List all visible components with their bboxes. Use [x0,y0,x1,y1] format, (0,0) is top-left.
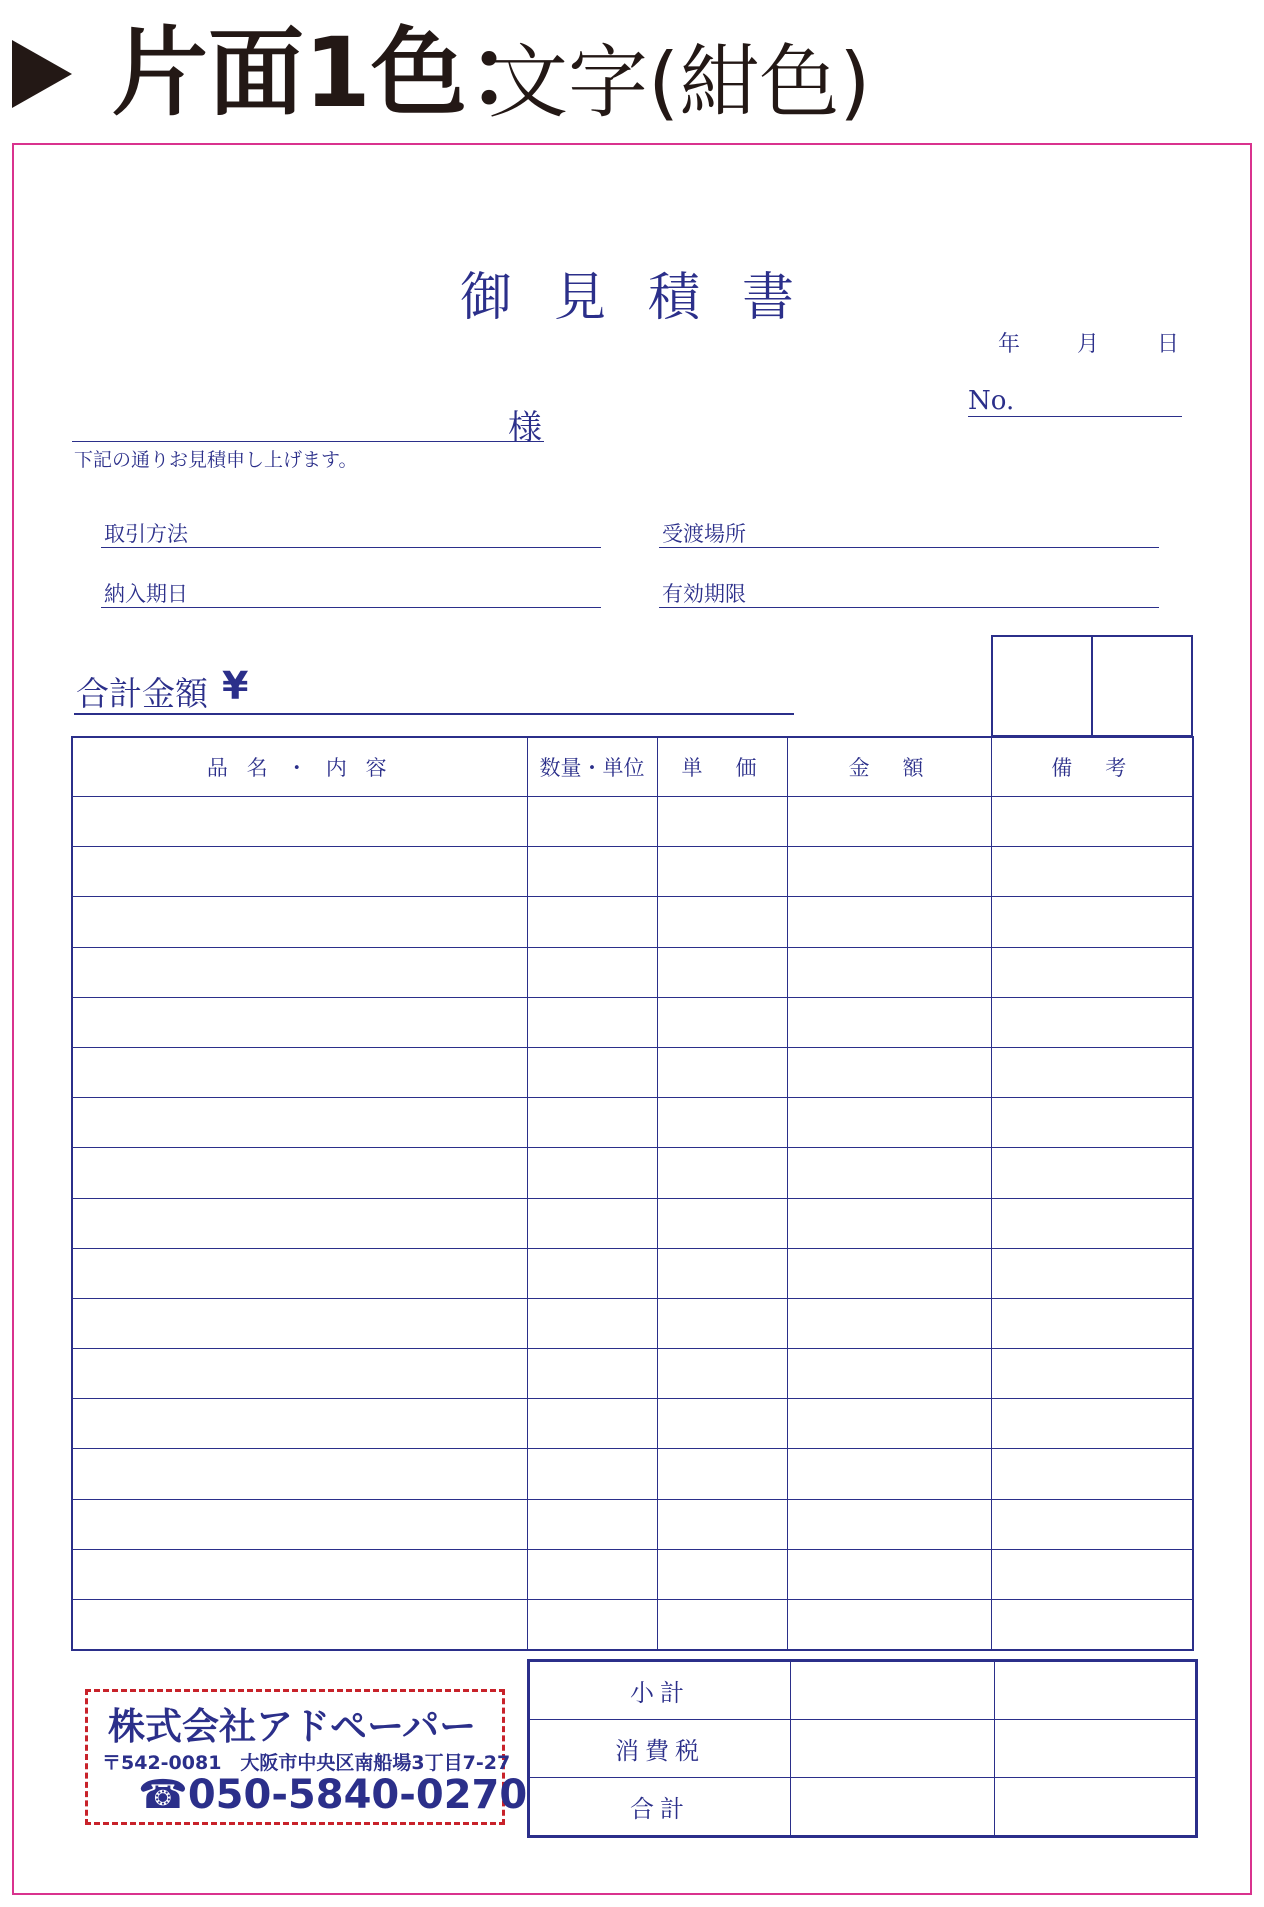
table-cell[interactable] [657,1047,787,1097]
table-cell[interactable] [657,1349,787,1399]
tax-label: 消費税 [529,1720,791,1778]
table-cell[interactable] [72,1549,527,1599]
table-row [72,897,1193,947]
table-cell[interactable] [657,1549,787,1599]
table-cell[interactable] [991,1449,1193,1499]
table-cell[interactable] [72,1248,527,1298]
table-row [72,1198,1193,1248]
column-header-quantity: 数量・単位 [527,737,657,797]
heading-main: 片面1色： [112,17,563,129]
table-row [72,1449,1193,1499]
total-amount-label: 合計金額 [76,674,208,713]
table-cell[interactable] [787,1098,991,1148]
table-cell[interactable] [657,1399,787,1449]
yen-symbol: ¥ [222,664,249,708]
table-cell[interactable] [787,997,991,1047]
table-cell[interactable] [657,947,787,997]
column-header-remarks: 備 考 [991,737,1193,797]
table-row [72,997,1193,1047]
table-cell[interactable] [72,1148,527,1198]
table-cell[interactable] [991,1248,1193,1298]
table-cell[interactable] [72,1349,527,1399]
table-cell[interactable] [787,1399,991,1449]
telephone-icon: ☎ [138,1772,188,1818]
table-cell[interactable] [991,1399,1193,1449]
table-row [72,1248,1193,1298]
table-cell[interactable] [991,847,1193,897]
tax-row [529,1720,1197,1778]
table-cell[interactable] [527,1600,657,1651]
company-phone: 050-5840-0270 [187,1772,528,1818]
table-cell[interactable] [657,1198,787,1248]
company-info-box [85,1689,528,1825]
table-cell[interactable] [657,797,787,847]
totals-table [527,1659,1198,1838]
table-cell[interactable] [657,897,787,947]
table-cell[interactable] [72,1047,527,1097]
table-cell[interactable] [657,1600,787,1651]
table-cell[interactable] [72,1298,527,1348]
table-cell[interactable] [787,1298,991,1348]
table-cell[interactable] [72,1449,527,1499]
table-cell[interactable] [787,947,991,997]
date-day-label: 日 [1157,332,1180,357]
table-cell[interactable] [991,1600,1193,1651]
company-name: 株式会社アドペーパー [108,1705,477,1748]
table-cell[interactable] [787,1449,991,1499]
greeting-text: 下記の通りお見積申し上げます。 [74,449,358,471]
table-cell[interactable] [787,1198,991,1248]
items-table [71,736,1194,1651]
table-cell[interactable] [991,1349,1193,1399]
table-cell[interactable] [991,1298,1193,1348]
table-cell[interactable] [527,797,657,847]
table-row [72,1399,1193,1449]
column-header-unit-price: 単 価 [657,737,787,797]
table-cell[interactable] [527,947,657,997]
total-label: 合計 [529,1778,791,1837]
subtotal-label: 小計 [529,1661,791,1720]
table-cell[interactable] [657,1449,787,1499]
delivery-date-field[interactable] [101,607,601,608]
tax-remarks-cell[interactable] [995,1720,1197,1778]
table-cell[interactable] [657,1499,787,1549]
table-cell[interactable] [527,1098,657,1148]
stamp-boxes [991,635,1193,737]
table-cell[interactable] [72,1098,527,1148]
date-year-label: 年 [998,332,1021,357]
table-row [72,1549,1193,1599]
table-cell[interactable] [787,797,991,847]
table-cell[interactable] [657,1248,787,1298]
total-row [529,1778,1197,1837]
table-row [72,1047,1193,1097]
table-header-row [72,737,1193,797]
table-row [72,1298,1193,1348]
table-cell[interactable] [72,797,527,847]
number-field[interactable] [968,416,1182,417]
heading-sub: 文字(紺色) [488,36,871,129]
table-cell[interactable] [787,897,991,947]
table-cell[interactable] [657,997,787,1047]
subtotal-remarks-cell[interactable] [995,1661,1197,1720]
table-cell[interactable] [787,847,991,897]
table-cell[interactable] [527,1248,657,1298]
table-cell[interactable] [991,1098,1193,1148]
date-month-label: 月 [1077,332,1100,357]
table-cell[interactable] [527,1198,657,1248]
tax-amount-cell[interactable] [791,1720,995,1778]
stamp-box[interactable] [1093,635,1193,737]
table-cell[interactable] [991,1047,1193,1097]
table-cell[interactable] [991,897,1193,947]
table-cell[interactable] [991,997,1193,1047]
valid-until-field[interactable] [659,607,1159,608]
table-row [72,1098,1193,1148]
table-cell[interactable] [787,1349,991,1399]
subtotal-row [529,1661,1197,1720]
table-row [72,1148,1193,1198]
valid-until-label: 有効期限 [662,582,746,606]
table-cell[interactable] [72,947,527,997]
table-row [72,797,1193,847]
table-cell[interactable] [72,1600,527,1651]
table-cell[interactable] [787,1047,991,1097]
table-cell[interactable] [787,1148,991,1198]
table-cell[interactable] [657,1098,787,1148]
table-cell[interactable] [527,997,657,1047]
table-cell[interactable] [527,847,657,897]
subtotal-amount-cell[interactable] [791,1661,995,1720]
table-cell[interactable] [527,1349,657,1399]
table-cell[interactable] [72,1499,527,1549]
table-cell[interactable] [991,797,1193,847]
table-cell[interactable] [787,1549,991,1599]
stamp-box[interactable] [991,635,1093,737]
document-title: 御見積書 [460,268,837,328]
table-cell[interactable] [527,897,657,947]
total-amount-cell[interactable] [791,1778,995,1837]
table-cell[interactable] [527,1298,657,1348]
table-row [72,947,1193,997]
table-cell[interactable] [72,1198,527,1248]
table-cell[interactable] [787,1499,991,1549]
table-cell[interactable] [991,1549,1193,1599]
payment-method-field[interactable] [101,547,601,548]
table-cell[interactable] [527,1148,657,1198]
table-cell[interactable] [657,847,787,897]
table-cell[interactable] [527,1399,657,1449]
page-heading [0,0,1264,140]
table-cell[interactable] [657,1148,787,1198]
table-cell[interactable] [991,1148,1193,1198]
customer-name-field[interactable] [72,441,544,442]
table-cell[interactable] [657,1298,787,1348]
table-cell[interactable] [72,1399,527,1449]
table-cell[interactable] [527,1549,657,1599]
table-cell[interactable] [527,1047,657,1097]
table-cell[interactable] [991,947,1193,997]
payment-method-label: 取引方法 [104,522,188,546]
table-cell[interactable] [991,1198,1193,1248]
table-row [72,1499,1193,1549]
table-cell[interactable] [991,1499,1193,1549]
table-cell[interactable] [527,1449,657,1499]
table-cell[interactable] [787,1248,991,1298]
column-header-item: 品 名 ・ 内 容 [72,737,527,797]
number-label: No. [968,386,1015,416]
company-phone-row [138,1772,527,1818]
column-header-amount: 金 額 [787,737,991,797]
company-address: 〒542-0081 大阪市中央区南船場3丁目7-27 [102,1752,511,1774]
table-cell[interactable] [72,897,527,947]
delivery-place-field[interactable] [659,547,1159,548]
table-row [72,1349,1193,1399]
table-cell[interactable] [72,997,527,1047]
delivery-place-label: 受渡場所 [662,522,746,546]
table-row [72,1600,1193,1651]
table-row [72,847,1193,897]
total-remarks-cell[interactable] [995,1778,1197,1837]
triangle-arrow-icon [12,40,72,108]
table-cell[interactable] [787,1600,991,1651]
total-amount-field[interactable] [74,713,794,715]
table-cell[interactable] [72,847,527,897]
customer-honorific: 様 [508,408,542,448]
delivery-date-label: 納入期日 [104,582,188,606]
table-cell[interactable] [527,1499,657,1549]
